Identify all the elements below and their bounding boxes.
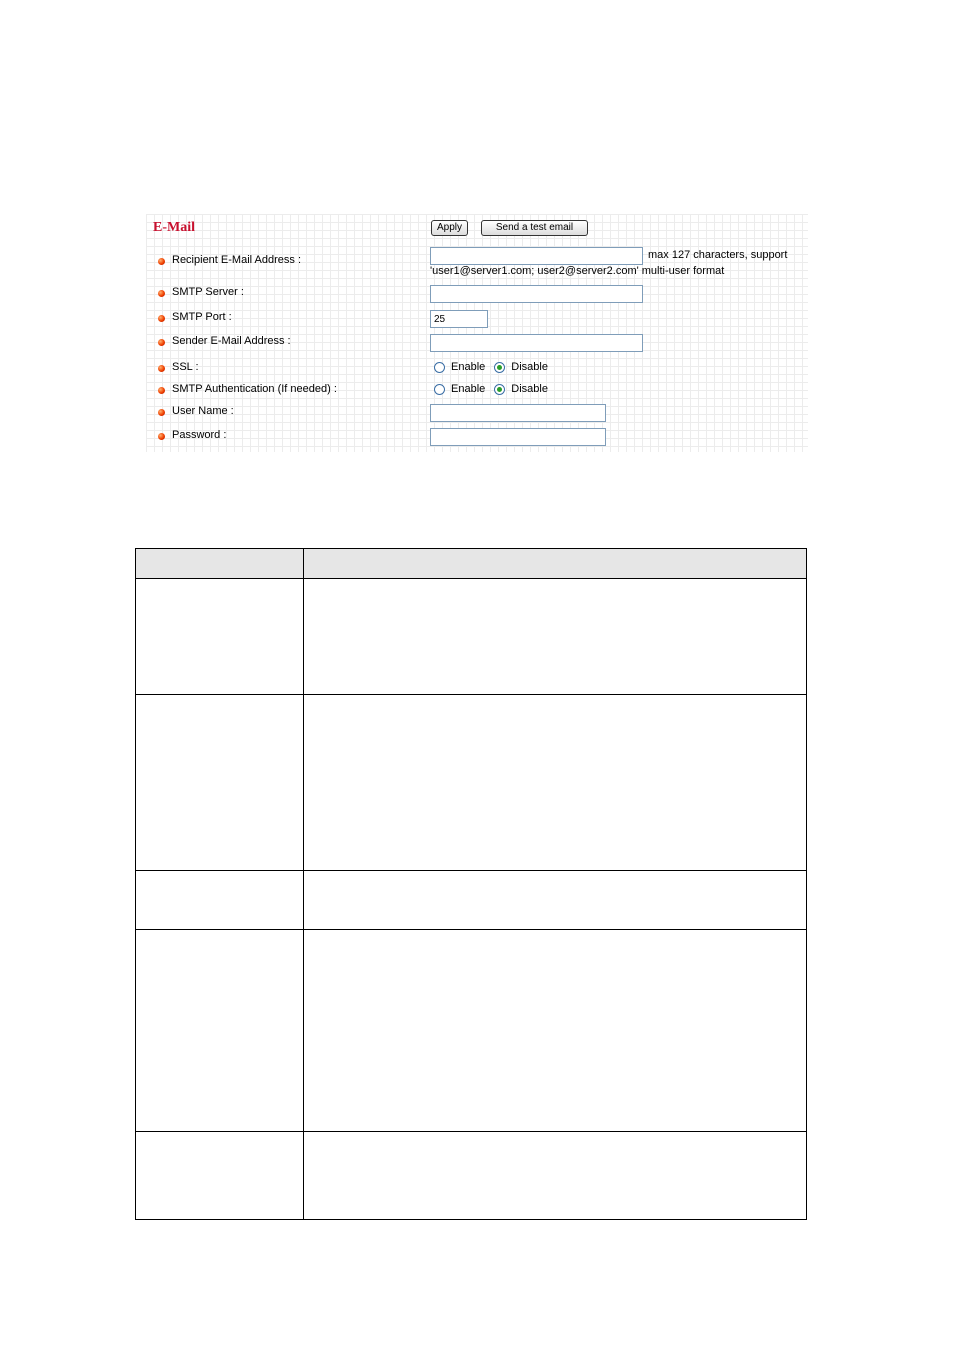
smtp-auth-label: SMTP Authentication (If needed) : [172,383,337,395]
smtp-auth-enable-label: Enable [451,383,486,395]
send-test-email-button[interactable]: Send a test email [481,220,588,236]
table-cell [304,579,807,695]
sender-row [146,334,808,354]
password-input[interactable] [430,428,606,446]
sender-label: Sender E-Mail Address : [172,335,291,347]
bullet-icon [158,258,165,265]
smtp-port-input[interactable] [430,310,488,328]
smtp-server-row [146,285,808,305]
table-cell [136,871,304,930]
ssl-label: SSL : [172,361,199,373]
user-name-input[interactable] [430,404,606,422]
recipient-label: Recipient E-Mail Address : [172,254,301,266]
smtp-auth-disable-label: Disable [511,383,548,395]
ssl-disable-label: Disable [511,361,548,373]
smtp-auth-row [146,382,808,402]
ssl-enable-label: Enable [451,361,486,373]
table-cell [304,871,807,930]
smtp-port-row [146,310,808,330]
bullet-icon [158,365,165,372]
bullet-icon [158,290,165,297]
smtp-server-input[interactable] [430,285,643,303]
smtp-port-label: SMTP Port : [172,311,232,323]
smtp-auth-radio-group [434,383,557,395]
table-cell [136,695,304,871]
table-row [136,1132,807,1220]
table-header-cell [304,549,807,579]
recipient-note-line1: max 127 characters, support [648,249,788,261]
table-cell [136,1132,304,1220]
apply-button[interactable]: Apply [431,220,468,236]
table-row [136,871,807,930]
bullet-icon [158,409,165,416]
recipient-email-input[interactable] [430,247,643,265]
ssl-radio-group [434,361,557,373]
description-table [135,548,807,1220]
email-settings-panel [146,214,808,452]
table-cell [304,695,807,871]
table-row [136,579,807,695]
table-header-cell [136,549,304,579]
sender-email-input[interactable] [430,334,643,352]
ssl-enable-radio[interactable] [434,362,445,373]
bullet-icon [158,339,165,346]
table-row [136,695,807,871]
recipient-note-line2: 'user1@server1.com; user2@server2.com' multi-user format [430,265,725,277]
ssl-row [146,360,808,380]
table-cell [136,930,304,1132]
smtp-server-label: SMTP Server : [172,286,244,298]
panel-title: E-Mail [153,220,195,235]
password-row [146,428,808,448]
table-cell [136,579,304,695]
user-name-row [146,404,808,424]
table-header-row [136,549,807,579]
ssl-disable-radio[interactable] [494,362,505,373]
password-label: Password : [172,429,227,441]
smtp-auth-enable-radio[interactable] [434,384,445,395]
user-name-label: User Name : [172,405,234,417]
bullet-icon [158,433,165,440]
smtp-auth-disable-radio[interactable] [494,384,505,395]
table-cell [304,930,807,1132]
recipient-row [146,249,808,277]
table-row [136,930,807,1132]
bullet-icon [158,315,165,322]
table-cell [304,1132,807,1220]
bullet-icon [158,387,165,394]
